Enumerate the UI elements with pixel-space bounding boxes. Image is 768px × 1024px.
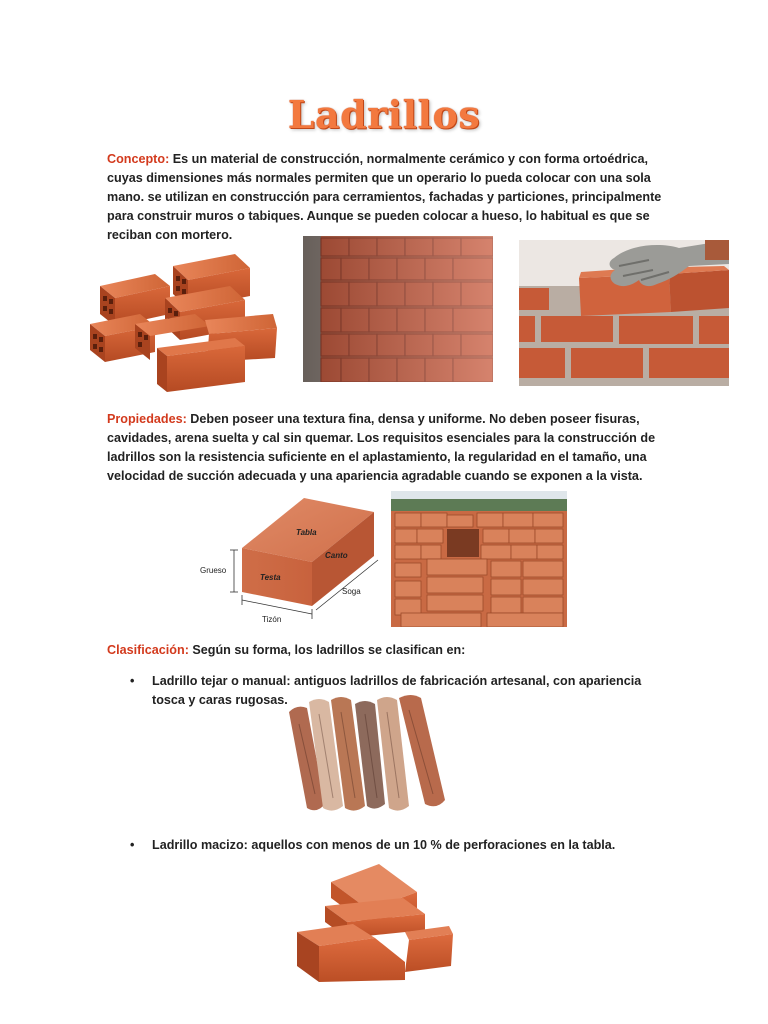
bullet-term: Ladrillo macizo: [152,838,248,852]
brick-parts-diagram [192,494,382,626]
bullet-text: antiguos ladrillos de fabricación artesanal, con apariencia tosca y caras rugosas. [152,674,642,707]
solid-bricks-image [293,862,459,988]
brick-yard-image [391,491,567,627]
propiedades-label: Propiedades: [107,412,187,426]
clasificacion-label: Clasificación: [107,643,189,657]
bullet-symbol: • [130,674,135,688]
tizon-label: Tizón [262,615,282,624]
bullet-term: Ladrillo tejar o manual: [152,674,291,688]
soga-label: Soga [342,587,361,596]
bullet-symbol: • [130,838,135,852]
concepto-label: Concepto: [107,152,170,166]
canto-label: Canto [325,551,348,560]
testa-label: Testa [260,573,281,582]
concepto-paragraph [107,150,667,245]
concepto-text: Es un material de construcción, normalmente cerámico y con forma ortoédrica, cuyas dimensiones más normales permiten que un operario lo pueda colocar con una sola mano. se utilizan en construcción para cerramientos, fachadas y particiones, principalmente para construir muros o tabiques. Aunque se pueden colocar a hueso, lo habitual es que se reciban con mortero. [107,152,662,242]
clasificacion-text: Según su forma, los ladrillos se clasifican en: [188,643,466,657]
handmade-bricks-image [285,694,451,816]
bullet-text: aquellos con menos de un 10 % de perforaciones en la tabla. [247,838,616,852]
bricklaying-image [519,240,729,386]
hollow-bricks-image [85,246,285,396]
page-title: Ladrillos [287,92,481,137]
brick-stack-image [303,236,493,382]
grueso-label: Grueso [200,566,227,575]
tabla-label: Tabla [296,528,317,537]
propiedades-paragraph [107,410,667,486]
clasificacion-paragraph [107,641,667,660]
propiedades-text: Deben poseer una textura fina, densa y uniforme. No deben poseer fisuras, cavidades, arena suelta y cal sin quemar. Los requisitos esenciales para la construcción de ladrillos son la resistencia suficiente en el aplastamiento, la regularidad en el tamaño, una velocidad de succión adecuada y una apariencia agradable cuando se exponen a la vista. [107,412,656,483]
